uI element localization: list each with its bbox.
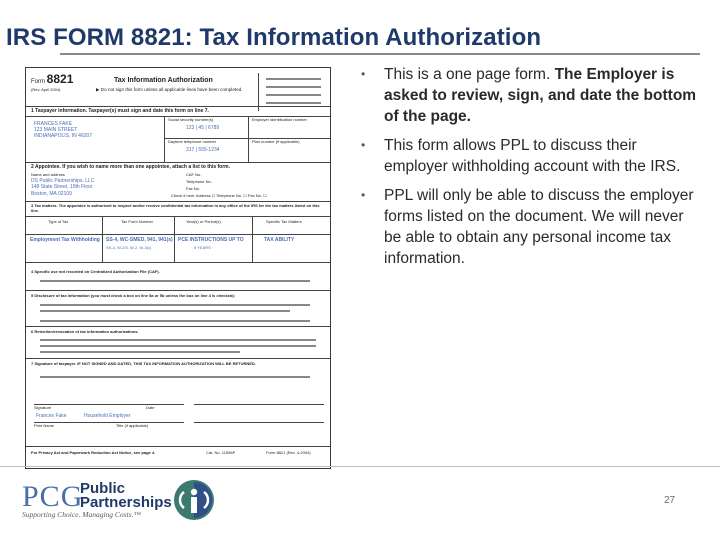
form-divider xyxy=(26,262,331,263)
omb-line xyxy=(266,94,321,96)
appointee-city: Boston, MA 02109 xyxy=(31,191,72,197)
bullet-dot-icon: • xyxy=(361,138,366,152)
line5-text xyxy=(40,310,290,312)
form-line4: 4 Specific use not recorded on Centralized Authorization File (CAF). xyxy=(31,269,160,274)
signer-title: Household Employer xyxy=(84,413,131,419)
bullet-bold-text: The Employer is asked to review, sign, and date the bottom of the page. xyxy=(384,66,697,125)
bullet-dot-icon: • xyxy=(361,67,366,81)
omb-line xyxy=(266,102,321,104)
form-divider xyxy=(26,326,331,327)
dc-logo-icon xyxy=(172,478,216,522)
signer-name: Frances Fake xyxy=(36,413,67,419)
line4-text xyxy=(40,280,310,282)
signature-line xyxy=(34,422,184,423)
line5-text xyxy=(40,304,310,306)
slide-title: IRS FORM 8821: Tax Information Authorization xyxy=(6,24,542,51)
bullet-dot-icon: • xyxy=(361,188,366,202)
omb-line xyxy=(266,78,321,80)
form-footer-right: Form 8821 (Rev. 4-2004) xyxy=(266,450,311,455)
line6-text xyxy=(40,345,316,347)
form-label: Form xyxy=(31,79,45,85)
form-line3-label: 3 Tax matters. The appointee is authorized to inspect and/or receive confidential tax information in any office of the IRS for the tax matters listed on this line. xyxy=(31,203,320,213)
form-divider xyxy=(26,201,331,202)
fax-label: Fax No. xyxy=(186,186,201,191)
form-divider xyxy=(26,162,331,163)
form-divider xyxy=(26,216,331,217)
signature-line xyxy=(194,422,324,423)
form-divider xyxy=(26,234,331,235)
col-d: Specific Tax Matters xyxy=(266,219,302,224)
col-a: Type of Tax xyxy=(48,219,69,224)
form-cat-no: Cat. No. 11596P xyxy=(206,450,236,455)
footer-divider xyxy=(0,466,720,467)
form-divider xyxy=(252,216,253,262)
col-b: Tax Form Number xyxy=(121,219,154,224)
appointee-label: Name and address xyxy=(31,172,65,177)
appointee-address: 148 State Street, 10th Floor xyxy=(31,184,93,190)
form-8821-image xyxy=(25,67,331,469)
caf-label: CAF No. xyxy=(186,172,202,177)
form-number: 8821 xyxy=(46,72,74,86)
col-c: Year(s) or Period(s) xyxy=(186,219,221,224)
bullet-text: This is a one page form. xyxy=(384,66,555,83)
row-b2: SS-4, W-2/3, W-2, W-3(c) xyxy=(106,245,152,250)
plan-label: Plan number (if applicable) xyxy=(252,139,300,144)
form-divider xyxy=(174,216,175,262)
brand-line2: Partnerships xyxy=(80,494,172,511)
pcg-tagline: Supporting Choice. Managing Costs.™ xyxy=(22,510,141,519)
check-new: Check if new: Address ☐ Telephone No. ☐ Fax No. ☐ xyxy=(171,193,267,198)
date-label: Date xyxy=(146,405,155,410)
row-c2: 5 YEARS xyxy=(194,245,211,250)
signature-label: Signature xyxy=(34,405,52,410)
ssn-value: 123 | 45 | 6789 xyxy=(186,125,220,131)
phone-value: 317 | 555-1234 xyxy=(186,147,220,153)
form-number-block xyxy=(31,73,73,87)
form-line2-label: 2 Appointee. If you wish to name more than one appointee, attach a list to this form. xyxy=(31,164,231,170)
signature-line xyxy=(34,404,184,405)
form-line6: 6 Retention/revocation of tax information authorizations. xyxy=(31,329,139,334)
bullet-list xyxy=(358,64,703,277)
form-footer-left: For Privacy Act and Paperwork Reduction Act Notice, see page 4. xyxy=(31,450,156,455)
print-name-label: Print Name xyxy=(34,423,55,428)
pcg-logo xyxy=(22,480,83,514)
taxpayer-address2: INDIANAPOLIS, IN 46207 xyxy=(34,133,93,139)
title-label: Title (if applicable) xyxy=(116,423,149,428)
public-partnerships-logo-text xyxy=(80,482,172,510)
row-c: PCE INSTRUCTIONS UP TO xyxy=(178,237,244,243)
taxpayer-address1: 123 MAIN STREET xyxy=(34,127,78,133)
omb-line xyxy=(266,86,321,88)
form-title: Tax Information Authorization xyxy=(114,77,213,84)
form-line5: 5 Disclosure of tax information (you must check a box on line 5a or 5b unless the box on line 4 is checked): xyxy=(31,293,236,298)
signature-line xyxy=(194,404,324,405)
form-divider xyxy=(26,290,331,291)
phone-label: Daytime telephone number xyxy=(168,139,217,144)
form-line7: 7 Signature of taxpayer. IF NOT SIGNED AND DATED, THIS TAX INFORMATION AUTHORIZATION WILL BE RETURNED. xyxy=(31,361,256,366)
title-underline xyxy=(60,53,700,55)
line6-text xyxy=(40,339,316,341)
form-divider xyxy=(164,116,165,162)
bullet-item xyxy=(358,135,703,177)
form-divider xyxy=(26,446,331,447)
bullet-text: PPL will only be able to discuss the employer forms listed on the document. We will never be able to obtain any personal income tax information. xyxy=(384,187,694,267)
brand-line1: Public xyxy=(80,480,126,497)
form-line1-label: 1 Taxpayer information. Taxpayer(s) must sign and date this form on line 7. xyxy=(31,108,209,114)
bullet-item xyxy=(358,64,703,127)
line6-text xyxy=(40,351,240,353)
line5-text xyxy=(40,320,310,322)
line7-text xyxy=(40,376,310,378)
form-divider xyxy=(102,216,103,262)
row-a: Employment Tax Withholding xyxy=(30,237,100,243)
tel-label: Telephone No. xyxy=(186,179,212,184)
form-divider xyxy=(26,358,331,359)
taxpayer-name: FRANCES FAKE xyxy=(34,121,73,127)
ein-label: Employer identification number xyxy=(252,117,307,122)
page-number: 27 xyxy=(664,495,676,506)
pcg-letters: PCG xyxy=(22,480,84,513)
ssn-label: Social security number(s) xyxy=(168,117,214,122)
row-d: TAX ABILITY xyxy=(264,237,295,243)
form-do-not-sign: ▶ Do not sign this form unless all applicable lines have been completed. xyxy=(96,87,243,92)
form-divider xyxy=(26,106,331,107)
form-revision: (Rev. April 2004) xyxy=(31,87,61,92)
appointee-org: DS Public Partnerships, LLC xyxy=(31,178,95,184)
row-b: SS-4, WC-SMED, 941, 941(s) xyxy=(106,237,173,243)
bullet-item xyxy=(358,185,703,269)
bullet-text: This form allows PPL to discuss their employer withholding account with the IRS. xyxy=(384,137,681,175)
form-divider xyxy=(248,116,249,162)
